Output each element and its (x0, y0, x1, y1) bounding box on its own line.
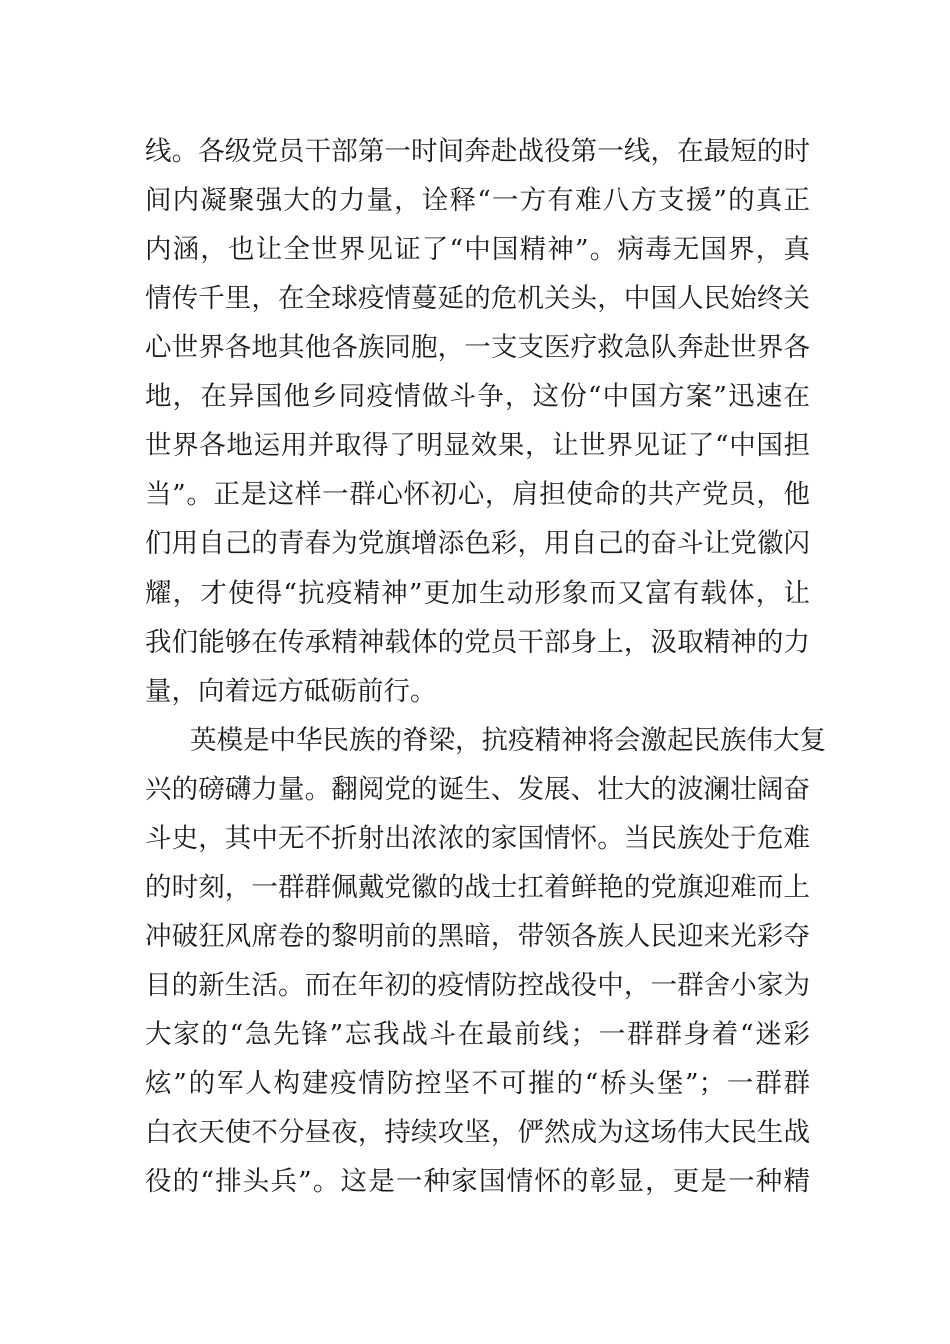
text-line: 白衣天使不分昼夜，持续攻坚，俨然成为这场伟大民生战 (145, 1117, 810, 1148)
text-line: 目的新生活。而在年初的疫情防控战役中，一群舍小家为 (145, 970, 810, 1001)
text-line: 大家的“急先锋”忘我战斗在最前线；一群群身着“迷彩 (145, 1019, 810, 1050)
text-line: 耀，才使得“抗疫精神”更加生动形象而又富有载体，让 (145, 578, 810, 609)
text-line: 的时刻，一群群佩戴党徽的战士扛着鲜艳的党旗迎难而上 (145, 872, 810, 903)
text-line: 世界各地运用并取得了明显效果，让世界见证了“中国担 (145, 430, 810, 461)
text-line: 我们能够在传承精神载体的党员干部身上，汲取精神的力 (145, 627, 810, 658)
text-line: 冲破狂风席卷的黎明前的黑暗，带领各族人民迎来光彩夺 (145, 921, 810, 952)
text-line: 当”。正是这样一群心怀初心，肩担使命的共产党员，他 (145, 479, 810, 510)
text-line: 间内凝聚强大的力量，诠释“一方有难八方支援”的真正 (145, 185, 810, 216)
text-line: 心世界各地其他各族同胞，一支支医疗救急队奔赴世界各 (145, 332, 810, 363)
text-line: 内涵，也让全世界见证了“中国精神”。病毒无国界，真 (145, 234, 810, 265)
text-line: 量，向着远方砥砺前行。 (145, 676, 437, 707)
text-line: 线。各级党员干部第一时间奔赴战役第一线，在最短的时 (145, 136, 810, 167)
text-line: 炫”的军人构建疫情防控坚不可摧的“桥头堡”；一群群 (145, 1068, 810, 1099)
text-line: 地，在异国他乡同疫情做斗争，这份“中国方案”迅速在 (145, 381, 810, 412)
text-line: 斗史，其中无不折射出浓浓的家国情怀。当民族处于危难 (145, 823, 810, 854)
text-line: 情传千里，在全球疫情蔓延的危机关头，中国人民始终关 (145, 283, 810, 314)
text-line: 们用自己的青春为党旗增添色彩，用自己的奋斗让党徽闪 (145, 528, 810, 559)
text-line: 英模是中华民族的脊梁，抗疫精神将会激起民族伟大复 (190, 725, 826, 756)
text-line: 兴的磅礴力量。翻阅党的诞生、发展、壮大的波澜壮阔奋 (145, 774, 810, 805)
text-line: 役的“排头兵”。这是一种家国情怀的彰显，更是一种精 (145, 1166, 810, 1197)
